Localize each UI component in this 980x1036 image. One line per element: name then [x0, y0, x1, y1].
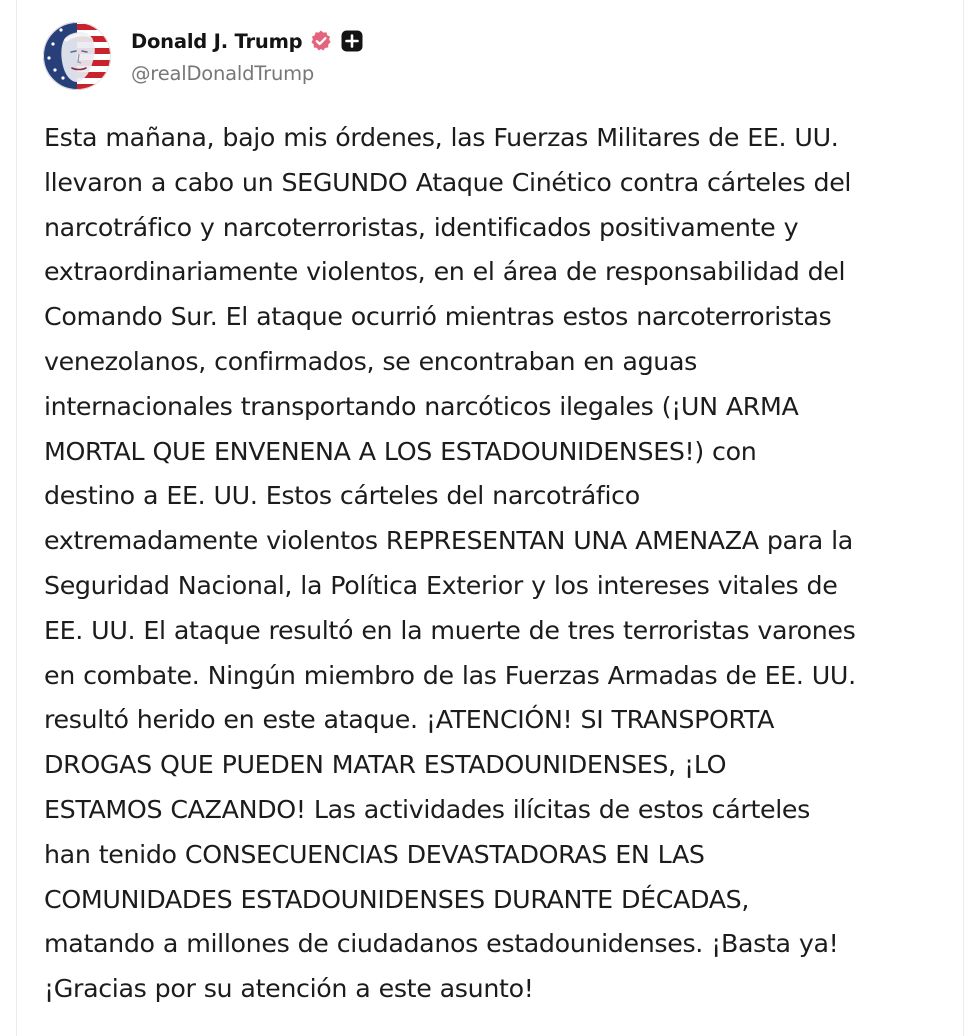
plus-badge-icon — [340, 29, 364, 53]
post-text-line: Seguridad Nacional, la Política Exterior y los intereses vitales de — [44, 570, 838, 600]
post-text-line: EE. UU. El ataque resultó en la muerte de tres terroristas varones — [44, 615, 856, 645]
post-text-line: MORTAL QUE ENVENENA A LOS ESTADOUNIDENSES!) con — [44, 436, 757, 466]
post-text-line: resultó herido en este ataque. ¡ATENCIÓN! SI TRANSPORTA — [44, 705, 775, 735]
post-text-line: en combate. Ningún miembro de las Fuerzas Armadas de EE. UU. — [44, 660, 856, 690]
post-text-line: extremadamente violentos REPRESENTAN UNA AMENAZA para la — [44, 526, 853, 556]
post-text-line: narcotráfico y narcoterroristas, identificados positivamente y — [44, 212, 799, 242]
post-text-line: venezolanos, confirmados, se encontraban en aguas — [44, 346, 697, 376]
avatar-image — [43, 22, 111, 90]
post-text-line: COMUNIDADES ESTADOUNIDENSES DURANTE DÉCADAS, — [44, 884, 750, 914]
post-text-line: matando a millones de ciudadanos estadounidenses. ¡Basta ya! — [44, 929, 839, 959]
author-handle[interactable]: @realDonaldTrump — [131, 62, 315, 85]
post-text-line: destino a EE. UU. Estos cárteles del narcotráfico — [44, 481, 640, 511]
post-text-line: ¡Gracias por su atención a este asunto! — [44, 974, 534, 1004]
verified-badge-icon — [309, 29, 333, 53]
post-text-line: han tenido CONSECUENCIAS DEVASTADORAS EN LAS — [44, 839, 705, 869]
post-body — [44, 116, 956, 1012]
post-header — [43, 22, 923, 92]
post-text-line: ESTAMOS CAZANDO! Las actividades ilícitas de estos cárteles — [44, 794, 810, 824]
post-text-line: Esta mañana, bajo mis órdenes, las Fuerzas Militares de EE. UU. — [44, 123, 839, 152]
author-name-row — [131, 28, 364, 54]
post-text-line: internacionales transportando narcóticos ilegales (¡UN ARMA — [44, 391, 799, 421]
post-card — [16, 0, 964, 1036]
post-text-line: extraordinariamente violentos, en el área de responsabilidad del — [44, 257, 846, 287]
author-display-name[interactable]: Donald J. Trump — [131, 29, 303, 53]
post-text-line: llevaron a cabo un SEGUNDO Ataque Cinético contra cárteles del — [44, 167, 852, 197]
avatar[interactable] — [43, 22, 111, 90]
post-text-line: Comando Sur. El ataque ocurrió mientras estos narcoterroristas — [44, 302, 832, 332]
post-text-line: DROGAS QUE PUEDEN MATAR ESTADOUNIDENSES, ¡LO — [44, 750, 727, 780]
